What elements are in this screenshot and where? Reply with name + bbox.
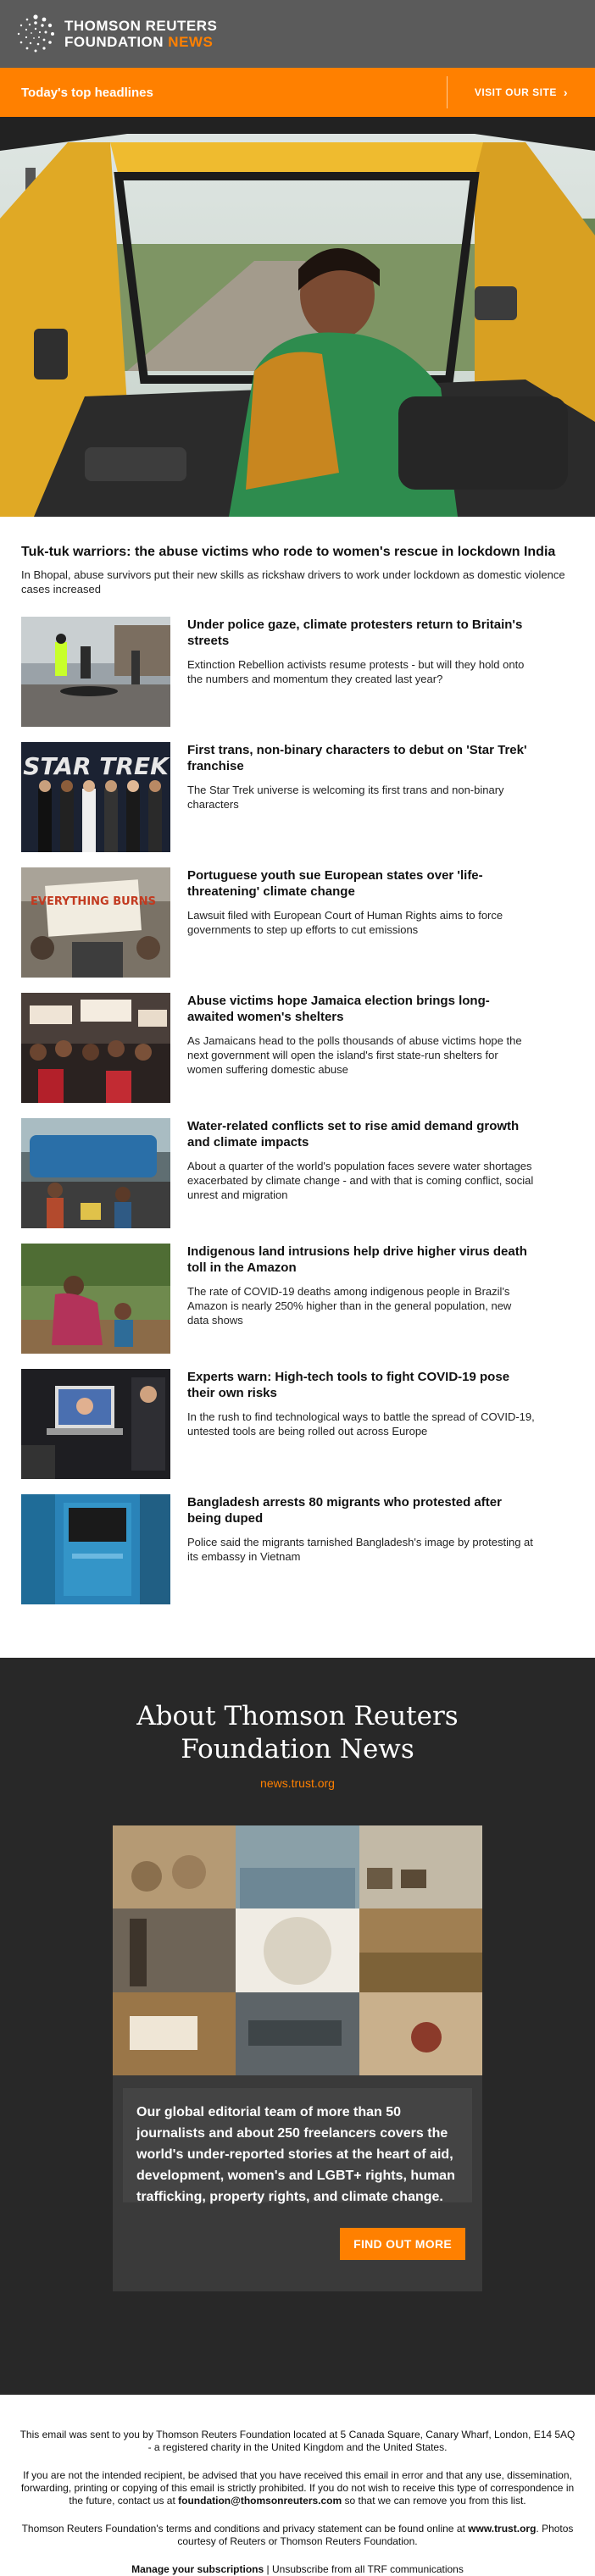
- story-thumbnail[interactable]: [21, 617, 170, 727]
- story-summary: The Star Trek universe is welcoming its first trans and non-binary characters: [187, 784, 504, 811]
- visit-site-button[interactable]: [447, 76, 595, 108]
- story-title[interactable]: Indigenous land intrusions help drive higher virus death toll in the Amazon: [187, 1244, 527, 1275]
- star-trek-image-text: STAR TREK: [23, 752, 169, 780]
- legal-notice: [17, 2469, 578, 2507]
- about-card: [113, 1825, 482, 2291]
- story-title[interactable]: Water-related conflicts set to rise amid demand growth and climate impacts: [187, 1119, 520, 1150]
- email-footer: [0, 2395, 595, 2576]
- story-title[interactable]: Portuguese youth sue European states over 'life-threatening' climate change: [187, 868, 483, 899]
- brand-news: NEWS: [168, 34, 214, 50]
- story-thumbnail[interactable]: [21, 867, 170, 978]
- story-thumbnail[interactable]: [21, 1118, 170, 1228]
- brand-line-2: FOUNDATION NEWS: [64, 34, 214, 50]
- terms-link[interactable]: www.trust.org: [468, 2523, 537, 2534]
- email-header: [0, 0, 595, 68]
- photo-mosaic: [113, 1825, 482, 2075]
- legal-text-a: If you are not the intended recipient, be advised that you have received this email in error and that any use, dissemination, forwarding, printing or copying of this email is strictly prohibited. If you do not wish to receive this type of correspondence in the future, contact us at: [20, 2469, 575, 2507]
- story-summary: In the rush to find technological ways to battle the spread of COVID-19, untested tools are being rolled out across Europe: [187, 1410, 535, 1438]
- protest-sign-text: EVERYTHING BURNS: [31, 895, 156, 908]
- chevron-right-icon: ›: [563, 86, 568, 99]
- story-summary: About a quarter of the world's population faces severe water shortages exacerbated by climate change - and with that is coming conflict, social unrest and migration: [187, 1160, 534, 1201]
- brand-wordmark[interactable]: [64, 18, 217, 50]
- visit-site-label: VISIT OUR SITE: [474, 86, 557, 98]
- lead-story-title[interactable]: Tuk-tuk warriors: the abuse victims who rode to women's rescue in lockdown India: [21, 545, 556, 559]
- about-site-link[interactable]: news.trust.org: [260, 1776, 335, 1790]
- lead-story-summary: In Bhopal, abuse survivors put their new skills as rickshaw drivers to work under lockdown as domestic violence cases increased: [21, 568, 565, 596]
- story-summary: Police said the migrants tarnished Bangladesh's image by protesting at its embassy in Vietnam: [187, 1536, 533, 1563]
- story-item[interactable]: [21, 867, 574, 993]
- story-summary: Extinction Rebellion activists resume protests - but will they hold onto the numbers and momentum they created last year?: [187, 658, 525, 685]
- headline-bar: [0, 68, 595, 117]
- contact-email-link[interactable]: foundation@thomsonreuters.com: [178, 2495, 342, 2507]
- story-title[interactable]: First trans, non-binary characters to debut on 'Star Trek' franchise: [187, 743, 527, 773]
- legal-text-b: so that we can remove you from this list.: [344, 2495, 526, 2507]
- story-item[interactable]: [21, 1494, 574, 1620]
- about-title: [0, 1658, 595, 1766]
- footer-separator: |: [266, 2563, 270, 2575]
- manage-subscriptions-link[interactable]: Manage your subscriptions: [131, 2563, 264, 2575]
- tuk-tuk-driver-photo: [0, 117, 595, 517]
- about-title-line-1: About Thomson Reuters: [136, 1701, 459, 1731]
- about-description: Our global editorial team of more than 50 journalists and about 250 freelancers covers the world's under-reported stories at the heart of aid, development, women's and LGBT+ rights, human trafficking, property rights, and climate change.: [123, 2088, 472, 2202]
- story-item[interactable]: [21, 617, 574, 742]
- terms-text-b: . Photos courtesy of Reuters or Thomson Reuters Foundation.: [177, 2523, 574, 2547]
- story-item[interactable]: [21, 1369, 574, 1494]
- story-item[interactable]: [21, 742, 574, 867]
- about-section: [0, 1658, 595, 2395]
- brand-line-1: THOMSON REUTERS: [64, 18, 218, 34]
- story-item[interactable]: [21, 993, 574, 1118]
- story-summary: Lawsuit filed with European Court of Human Rights aims to force governments to step up efforts to cut emissions: [187, 909, 503, 936]
- story-title[interactable]: Abuse victims hope Jamaica election brings long-awaited women's shelters: [187, 994, 490, 1024]
- unsubscribe-link[interactable]: Unsubscribe from all TRF communications: [271, 2563, 464, 2575]
- about-title-line-2: Foundation News: [181, 1734, 414, 1764]
- story-thumbnail[interactable]: [21, 993, 170, 1103]
- story-list: [0, 596, 595, 1620]
- story-thumbnail[interactable]: [21, 1494, 170, 1604]
- story-title[interactable]: Bangladesh arrests 80 migrants who protested after being duped: [187, 1495, 502, 1526]
- lead-story[interactable]: [0, 517, 595, 596]
- story-item[interactable]: [21, 1118, 574, 1244]
- find-out-more-button[interactable]: FIND OUT MORE: [340, 2228, 465, 2260]
- story-summary: As Jamaicans head to the polls thousands of abuse victims hope the next government will open the island's first state-run shelters for women suffering domestic abuse: [187, 1034, 522, 1076]
- story-thumbnail[interactable]: [21, 1369, 170, 1479]
- sent-notice: This email was sent to you by Thomson Reuters Foundation located at 5 Canada Square, Canary Wharf, London, E14 5AQ - a registered charity in the United Kingdom and the United States.: [19, 2429, 576, 2453]
- subscription-links: [17, 2563, 578, 2576]
- story-title[interactable]: Under police gaze, climate protesters return to Britain's streets: [187, 618, 523, 648]
- terms-notice: [17, 2523, 578, 2548]
- story-thumbnail[interactable]: [21, 742, 170, 852]
- top-headlines-title: Today's top headlines: [21, 85, 153, 100]
- story-title[interactable]: Experts warn: High-tech tools to fight COVID-19 pose their own risks: [187, 1370, 510, 1400]
- lead-story-image[interactable]: [0, 117, 595, 517]
- story-thumbnail[interactable]: [21, 1244, 170, 1354]
- story-item[interactable]: [21, 1244, 574, 1369]
- terms-text-a: Thomson Reuters Foundation's terms and conditions and privacy statement can be found online at: [21, 2523, 465, 2534]
- story-summary: The rate of COVID-19 deaths among indigenous people in Brazil's Amazon is nearly 250% higher than in the general population, new data shows: [187, 1285, 512, 1327]
- trf-logo-icon[interactable]: [15, 14, 56, 54]
